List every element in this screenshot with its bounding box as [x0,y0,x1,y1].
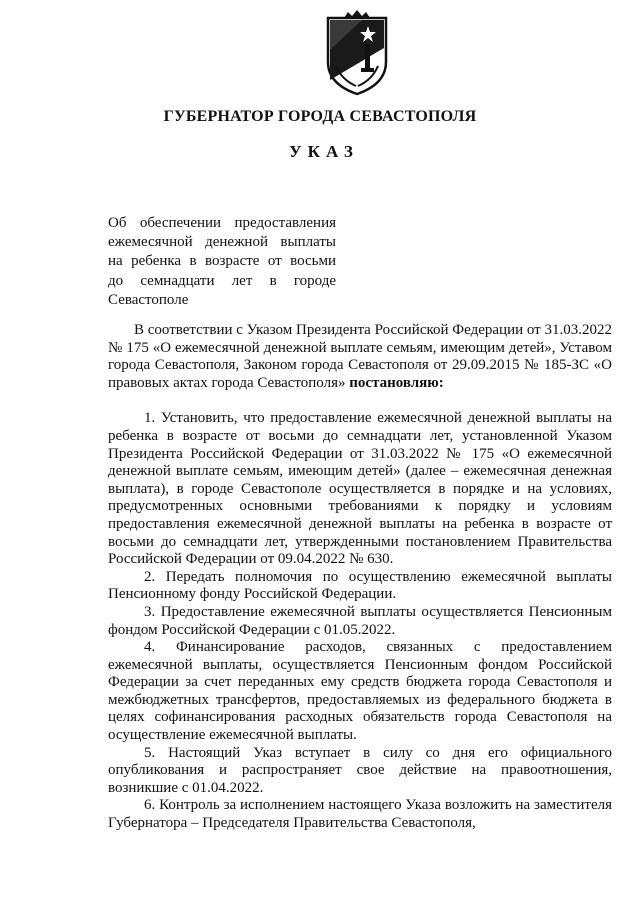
preamble-paragraph [108,322,612,392]
item-paragraph: 3. Предоставление ежемесячной выплаты осуществляется Пенсионным фондом Российской Федерации с 01.05.2022. [108,603,612,638]
item-paragraph: 5. Настоящий Указ вступает в силу со дня его официального опубликования и распространяет свое действие на правоотношения, возникшие с 01.04.2022. [108,744,612,796]
document-type: УКАЗ [289,142,359,161]
subject-line: на ребенка в возрасте от восьми [108,253,336,270]
subject-line: Севастополе [108,291,189,308]
document-subject [108,214,336,310]
item-paragraph: 4. Финансирование расходов, связанных с предоставлением ежемесячной выплаты, осуществляется Пенсионным фондом Российской Федерации за счет переданных ему средств бюджета города Севастополя и межбюджетных трансфертов, предоставляемых из федерального бюджета в целях софинансирования расходных обязательств города Севастополя на осуществление ежемесячной выплаты. [108,639,612,744]
document-body [108,322,612,833]
item-paragraph: 2. Передать полномочия по осуществлению ежемесячной выплаты Пенсионному фонду Российской Федерации. [108,568,612,603]
item-paragraph: 1. Установить, что предоставление ежемесячной денежной выплаты на ребенка в возрасте от восьми до семнадцати лет, установленной Указом Президента Российской Федерации от 31.03.2022 № 175 «О ежемесячной денежной выплате семьям, имеющим детей» (далее – ежемесячная денежная выплата), в городе Севастополе осуществляется в порядке и на условиях, предусмотренных основными требованиями к порядку и условиям предоставления ежемесячной денежной выплаты на ребенка в возрасте от восьми до семнадцати лет, утвержденными постановлением Правительства Российской Федерации от 09.04.2022 № 630. [108,410,612,568]
issuer-title: ГУБЕРНАТОР ГОРОДА СЕВАСТОПОЛЯ [163,108,477,125]
preamble-text: В соответствии с Указом Президента Российской Федерации от 31.03.2022 № 175 «О ежемесячной денежной выплате семьям, имеющим детей», Уставом города Севастополя, Законом города Севастополя от 29.09.2015 № 185-ЗС «О правовых актах города Севастополя» [108,322,612,391]
subject-line: Об обеспечении предоставления [108,215,336,231]
sevastopol-coat-of-arms-icon [322,10,392,96]
subject-line: до семнадцати лет в городе [108,272,336,289]
resolve-word: постановляю: [349,374,444,391]
item-paragraph: 6. Контроль за исполнением настоящего Указа возложить на заместителя Губернатора – Председателя Правительства Севастополя, [108,797,612,832]
subject-line: ежемесячной денежной выплаты [108,234,336,251]
